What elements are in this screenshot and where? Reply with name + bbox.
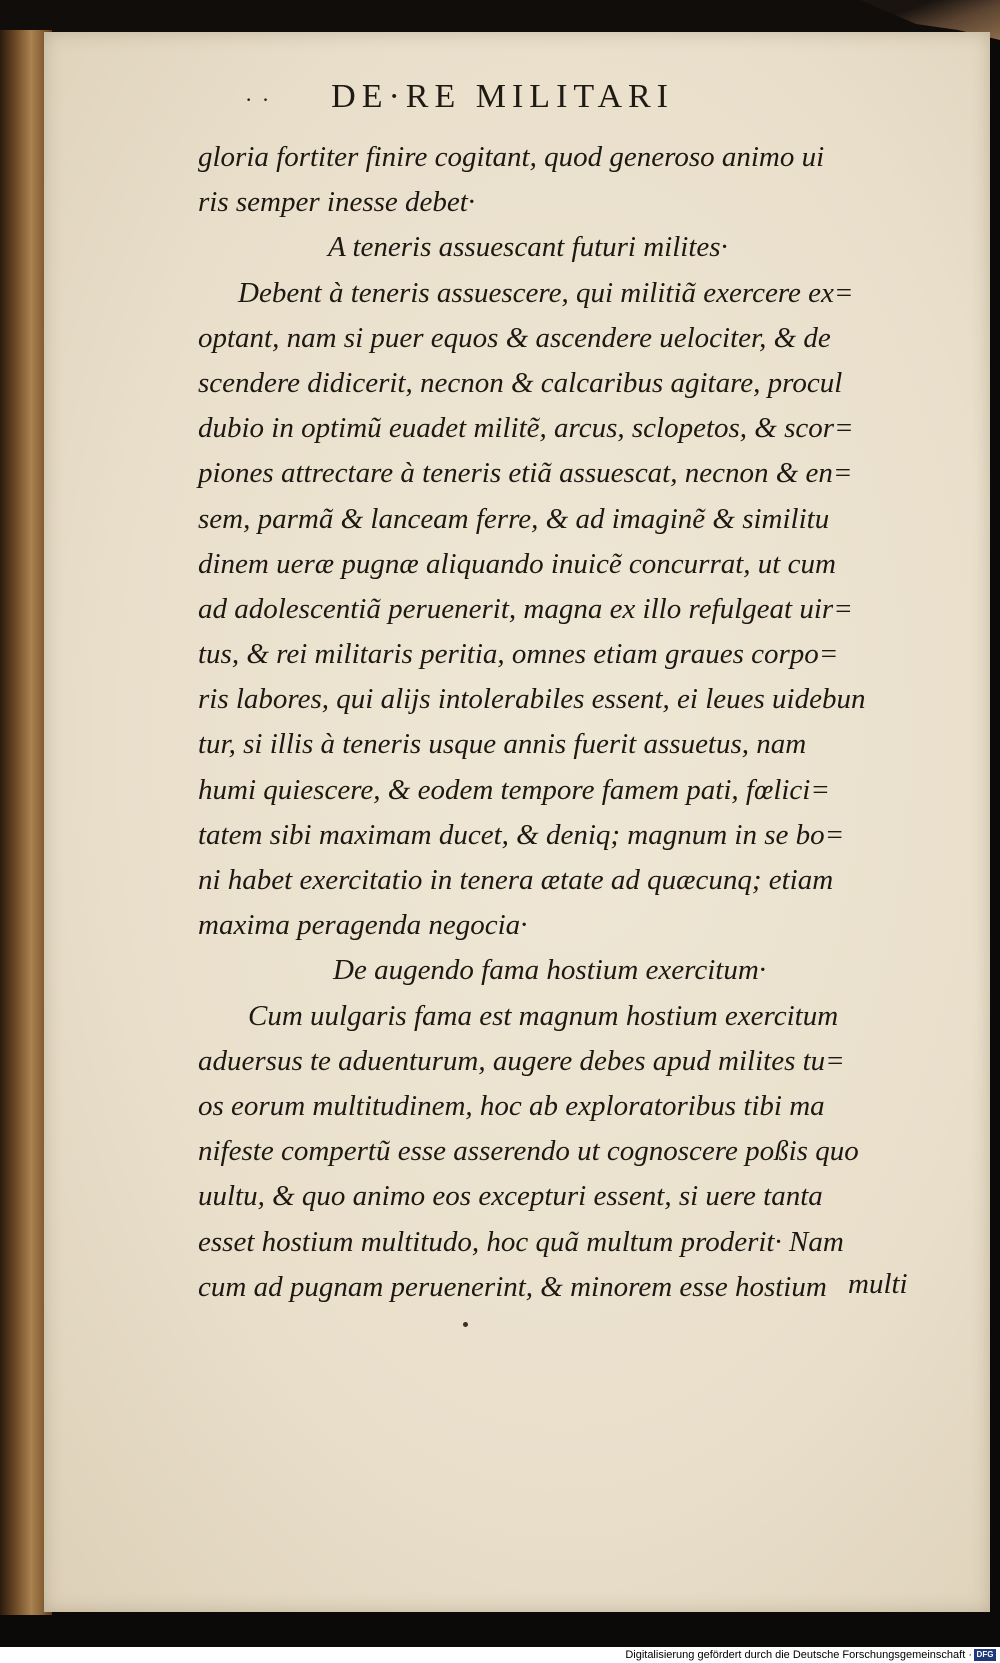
text-line: nifeste compertũ esse asserendo ut cognoscere poßis quo <box>198 1135 859 1168</box>
text-line: cum ad pugnam peruenerint, & minorem esse hostium <box>198 1270 827 1303</box>
section-heading: De augendo fama hostium exercitum· <box>333 954 767 987</box>
body-text <box>198 135 938 1310</box>
text-line: optant, nam si puer equos & ascendere uelociter, & de <box>198 321 831 354</box>
paragraph-first-line: Cum uulgaris fama est magnum hostium exercitum <box>248 999 839 1032</box>
text-line: ad adolescentiã peruenerit, magna ex illo refulgeat uir= <box>198 592 853 625</box>
text-line: tus, & rei militaris peritia, omnes etiam graues corpo= <box>198 638 839 671</box>
text-line: uultu, & quo animo eos excepturi essent, si uere tanta <box>198 1180 823 1213</box>
running-head-title: DE·RE MILITARI <box>331 78 674 115</box>
text-line: sem, parmã & lanceam ferre, & ad imaginẽ & similitu <box>198 502 830 535</box>
ink-speck <box>463 1322 468 1327</box>
text-line: scendere didicerit, necnon & calcaribus agitare, procul <box>198 366 843 399</box>
funding-credit: Digitalisierung gefördert durch die Deutsche Forschungsgemeinschaft · <box>625 1649 972 1661</box>
text-line: humi quiescere, & eodem tempore famem pati, fœlici= <box>198 773 830 806</box>
running-head <box>245 78 805 116</box>
text-line: gloria fortiter finire cogitant, quod generoso animo ui <box>198 141 825 173</box>
text-line: ris semper inesse debet· <box>198 186 476 219</box>
text-line: esset hostium multitudo, hoc quã multum proderit· Nam <box>198 1225 844 1258</box>
text-line: maxima peragenda negocia· <box>198 909 528 942</box>
text-line: os eorum multitudinem, hoc ab exploratoribus tibi ma <box>198 1089 825 1122</box>
text-line: aduersus te aduenturum, augere debes apud milites tu= <box>198 1044 845 1077</box>
text-line: dubio in optimũ euadet militẽ, arcus, sclopetos, & scor= <box>198 412 854 445</box>
catchword: multi <box>848 1268 908 1300</box>
text-line: dinem ueræ pugnæ aliquando inuicẽ concurrat, ut cum <box>198 547 836 580</box>
text-line: ni habet exercitatio in tenera ætate ad quæcunq; etiam <box>198 864 834 896</box>
paragraph-first-line: Debent à teneris assuescere, qui militiã exercere ex= <box>238 276 854 309</box>
text-line: piones attrectare à teneris etiã assuescat, necnon & en= <box>198 457 853 490</box>
text-line: ris labores, qui alijs intolerabiles essent, ei leues uidebun <box>198 683 866 716</box>
text-line: tatem sibi maximam ducet, & deniq; magnum in se bo= <box>198 818 845 851</box>
section-heading: A teneris assuescant futuri milites· <box>328 231 728 264</box>
dfg-logo-icon: DFG <box>974 1649 996 1661</box>
text-line: tur, si illis à teneris usque annis fuerit assuetus, nam <box>198 728 807 761</box>
scan-top-background <box>0 0 1000 32</box>
running-head-dots: · · <box>245 87 272 112</box>
